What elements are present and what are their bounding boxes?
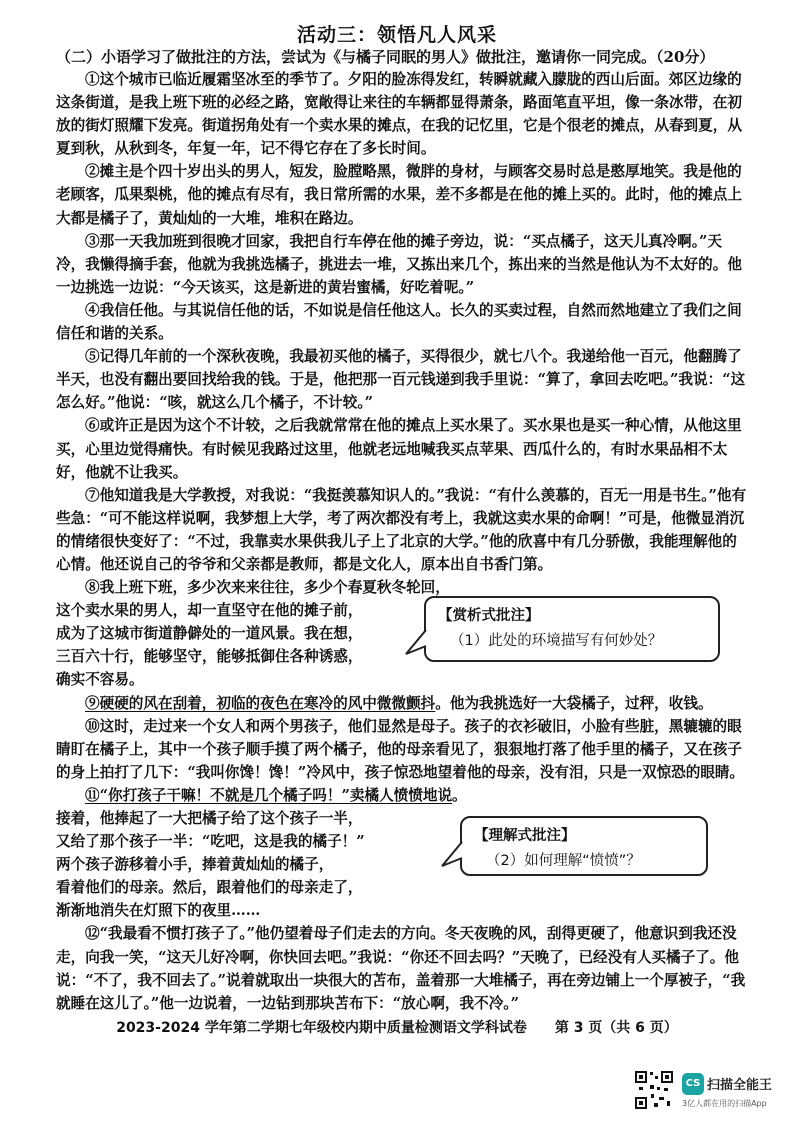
underlined-fenfen-sentence: ⑪“你打孩子干嘛！不就是几个橘子吗！”卖橘人愤愤地说 xyxy=(85,786,453,804)
page-footer: 2023-2024 学年第二学期七年级校内期中质量检测语文学科试卷 第 3 页（共 6 页） xyxy=(116,1020,678,1036)
paragraph-11-first-rest: 。 xyxy=(452,786,467,804)
paragraph-10: ⑩这时，走过来一个女人和两个男孩子，他们显然是母子。孩子的衣衫破旧，小脸有些脏，黑辘辘的眼睛盯在橘子上，其中一个孩子顺手摸了两个橘子，他的母亲看见了，狠狠地打落了他手里的橘子，又在孩子的身上拍打了几下：“我叫你馋！馋！”冷风中，孩子惊恐地望着他的母亲，没有泪，只是一双惊恐的眼睛。 xyxy=(56,717,745,781)
scanner-tagline: 3亿人都在用的扫描App xyxy=(682,1099,767,1108)
paragraph-8-line: ⑧我上班下班，多少次来来往往，多少个春夏秋冬轮回， xyxy=(85,579,450,597)
paragraph-8-line: 这个卖水果的男人，却一直坚守在他的摊子前， xyxy=(56,602,363,620)
annotation-heading: 【理解式批注】 xyxy=(474,828,576,844)
paragraph-5: ⑤记得几年前的一个深秋夜晚，我最初买他的橘子，买得很少，就七八个。我递给他一百元，他翻腾了半天，也没有翻出要回找给我的钱。于是，他把那一百元钱递到我手里说：“算了，拿回去吃吧。”我说：“这怎么好。”他说：“咳，就这么几个橘子，不计较。” xyxy=(56,348,746,412)
callout-tail-icon xyxy=(440,840,464,870)
paragraph-11-line: 看着他们的母亲。然后，跟着他们的母亲走了， xyxy=(56,879,363,897)
paragraph-11-line: 渐渐地消失在灯照下的夜里…… xyxy=(56,902,261,920)
activity-title: 活动三：领悟凡人风采 xyxy=(296,24,497,46)
annotation-heading: 【赏析式批注】 xyxy=(438,608,540,624)
annotation-box-understanding xyxy=(460,816,708,876)
paragraph-6: ⑥或许正是因为这个不计较，之后我就常常在他的摊点上买水果了。买水果也是买一种心情，从他这里买，心里边觉得痛快。有时候见我路过这里，他就老远地喊我买点苹果、西瓜什么的，有时水果品相不太好，他就不让我买。 xyxy=(56,417,742,481)
paragraph-9 xyxy=(56,692,748,715)
paragraph-9-rest: 。他为我挑选好一大袋橘子，过秤，收钱。 xyxy=(435,694,713,712)
annotation-question: （2）如何理解“愤愤”？ xyxy=(486,853,641,869)
paragraph-8-line: 确实不容易。 xyxy=(56,671,144,689)
paragraph-11-line: 又给了那个孩子一半：“吃吧，这是我的橘子！” xyxy=(56,833,365,851)
paragraph-11-line: 接着，他捧起了一大把橘子给了这个孩子一半， xyxy=(56,810,363,827)
underlined-environment-sentence: ⑨硬硬的风在刮着，初临的夜色在寒冷的风中微微颤抖 xyxy=(85,694,436,712)
paragraph-11-first xyxy=(56,784,748,807)
annotation-question: （1）此处的环境描写有何妙处？ xyxy=(450,633,663,649)
callout-tail-icon xyxy=(404,628,428,658)
paragraph-8-line: 成为了这城市街道静僻处的一道风景。我在想， xyxy=(56,625,363,643)
paragraph-4: ④我信任他。与其说信任他的话，不如说是信任他这人。长久的买卖过程，自然而然地建立了我们之间信任和谐的关系。 xyxy=(56,301,742,343)
paragraph-12: ⑫“我最看不惯打孩子了。”他仍望着母子们走去的方向。冬天夜晚的风，刮得更硬了，他意识到我还没走，向我一笑，“这天儿好冷啊，你快回去吧。”我说：“你还不回去吗？”天晚了，已经没有人买橘子了。他说：“不了，我不回去了。”说着就取出一块很大的苫布，盖着那一大堆橘子，再在旁边铺上一个厚被子，“我就睡在这儿了。”他一边说着，一边钻到那块苫布下：“放心啊，我不冷。” xyxy=(56,925,746,1012)
paragraph-7: ⑦他知道我是大学教授，对我说：“我挺羡慕知识人的。”我说：“有什么羡慕的，百无一用是书生。”他有些急：“可不能这样说啊，我梦想上大学，考了两次都没有考上，我就这卖水果的命啊！”可是，他微显消沉的情绪很快变好了：“不过，我靠卖水果供我儿子上了北京的大学。”他的欣喜中有几分骄傲，我能理解他的心情。他还说自己的爷爷和父亲都是教师，都是文化人，原本出自书香门第。 xyxy=(56,486,747,573)
scanner-app-name: 扫描全能王 xyxy=(707,1078,773,1093)
paragraph-11-line: 两个孩子游移着小手，捧着黄灿灿的橘子， xyxy=(56,856,334,874)
qr-code-icon xyxy=(634,1070,674,1110)
task-instruction: （二）小语学习了做批注的方法，尝试为《与橘子同眠的男人》做批注，邀请你一同完成。（20分） xyxy=(56,48,715,66)
annotation-box-appreciation xyxy=(424,596,720,662)
paragraph-3: ③那一天我加班到很晚才回家，我把自行车停在他的摊子旁边，说：“买点橘子，这天儿真冷啊。”天冷，我懒得摘手套，他就为我挑选橘子，挑进去一堆，又拣出来几个，拣出来的当然是他认为不太好的。他一边挑选一边说：“今天该买，这是新进的黄岩蜜橘，好吃着呢。” xyxy=(56,232,742,296)
paragraph-8-line: 三百六十行，能够坚守，能够抵御住各种诱惑， xyxy=(56,648,363,666)
paragraph-1: ①这个城市已临近履霜坚冰至的季节了。夕阳的脸冻得发红，转瞬就藏入朦胧的西山后面。郊区边缘的这条街道，是我上班下班的必经之路，宽敞得让来往的车辆都显得萧条，路面笔直平坦，像一条冰带，在初放的街灯照耀下发亮。街道拐角处有一个卖水果的摊点，在我的记忆里，它是个很老的摊点，从春到夏，从夏到秋，从秋到冬，年复一年，记不得它存在了多长时间。 xyxy=(56,71,742,158)
camscanner-logo-icon: CS xyxy=(682,1073,704,1095)
paragraph-2: ②摊主是个四十岁出头的男人，短发，脸膛略黑，微胖的身材，与顾客交易时总是憨厚地笑。我是他的老顾客，瓜果梨桃，他的摊点有尽有，我日常所需的水果，差不多都是在他的摊上买的。此时，他的摊点上大都是橘子了，黄灿灿的一大堆，堆积在路边。 xyxy=(56,163,742,227)
